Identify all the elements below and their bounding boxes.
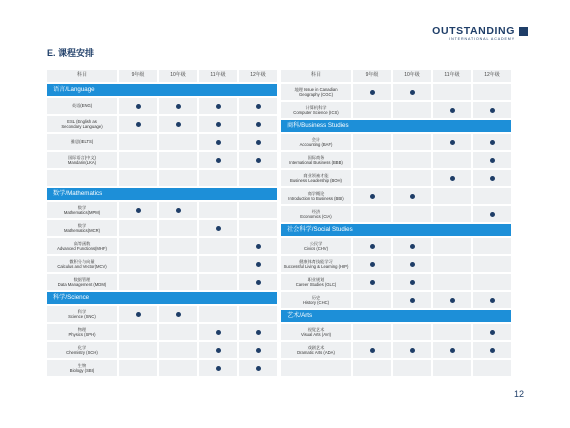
grade-cell — [473, 102, 511, 118]
grade-cell — [353, 84, 391, 100]
grade-cell — [119, 98, 157, 114]
grade-cell — [159, 116, 197, 132]
grade-cell — [159, 306, 197, 322]
grade-cell — [393, 256, 431, 272]
course-row — [281, 134, 511, 150]
offered-dot-icon — [490, 348, 495, 353]
offered-dot-icon — [216, 226, 221, 231]
offered-dot-icon — [410, 90, 415, 95]
grade-cell — [199, 238, 237, 254]
grade-cell — [433, 342, 471, 358]
grade-cell — [473, 170, 511, 186]
offered-dot-icon — [370, 90, 375, 95]
offered-dot-icon — [256, 122, 261, 127]
offered-dot-icon — [256, 158, 261, 163]
course-name: 历史 History (CHC) — [281, 292, 351, 308]
header-grade: 9年级 — [353, 70, 391, 82]
grade-cell — [393, 134, 431, 150]
offered-dot-icon — [216, 348, 221, 353]
grade-cell — [239, 170, 277, 186]
course-name — [47, 170, 117, 186]
offered-dot-icon — [216, 158, 221, 163]
grade-cell — [473, 274, 511, 290]
grade-cell — [433, 206, 471, 222]
grade-cell — [119, 256, 157, 272]
offered-dot-icon — [410, 298, 415, 303]
grade-cell — [353, 360, 391, 376]
grade-cell — [239, 152, 277, 168]
category-row — [47, 188, 277, 200]
grade-cell — [433, 134, 471, 150]
course-row — [47, 324, 277, 340]
header-grade: 9年级 — [119, 70, 157, 82]
offered-dot-icon — [256, 330, 261, 335]
grade-cell — [353, 170, 391, 186]
grade-cell — [353, 206, 391, 222]
offered-dot-icon — [410, 280, 415, 285]
course-row — [47, 134, 277, 150]
grade-cell — [393, 206, 431, 222]
offered-dot-icon — [490, 158, 495, 163]
course-name: 微积分与向量 Calculus and Vector(MCV) — [47, 256, 117, 272]
course-name: 国际商务 International Business (BBB) — [281, 152, 351, 168]
offered-dot-icon — [450, 108, 455, 113]
grade-cell — [159, 360, 197, 376]
grade-cell — [473, 256, 511, 272]
grade-cell — [353, 102, 391, 118]
grade-cell — [239, 202, 277, 218]
offered-dot-icon — [370, 244, 375, 249]
grade-cell — [119, 274, 157, 290]
grade-cell — [239, 220, 277, 236]
grade-cell — [119, 170, 157, 186]
offered-dot-icon — [450, 140, 455, 145]
grade-cell — [239, 274, 277, 290]
grade-cell — [239, 342, 277, 358]
brand-square-icon — [519, 27, 528, 36]
section-title: E. 课程安排 — [47, 48, 95, 58]
grade-cell — [199, 134, 237, 150]
course-name: 健康体育技能学习 Successful Living & Learning (HIP) — [281, 256, 351, 272]
grade-cell — [159, 220, 197, 236]
course-row — [47, 152, 277, 168]
left-course-table — [47, 70, 277, 376]
header-grade: 11年级 — [199, 70, 237, 82]
grade-cell — [433, 102, 471, 118]
offered-dot-icon — [216, 104, 221, 109]
course-row — [281, 206, 511, 222]
grade-cell — [159, 98, 197, 114]
grade-cell — [239, 134, 277, 150]
course-row — [47, 306, 277, 322]
course-name: 数学 Mathematics(MCR) — [47, 220, 117, 236]
course-row — [47, 170, 277, 186]
grade-cell — [433, 360, 471, 376]
grade-cell — [353, 342, 391, 358]
grade-cell — [393, 324, 431, 340]
offered-dot-icon — [136, 104, 141, 109]
grade-cell — [119, 202, 157, 218]
grade-cell — [473, 324, 511, 340]
course-row — [281, 324, 511, 340]
offered-dot-icon — [256, 104, 261, 109]
offered-dot-icon — [450, 298, 455, 303]
offered-dot-icon — [256, 348, 261, 353]
grade-cell — [119, 220, 157, 236]
grade-cell — [239, 306, 277, 322]
course-row — [47, 256, 277, 272]
offered-dot-icon — [136, 122, 141, 127]
grade-cell — [433, 274, 471, 290]
grade-cell — [199, 306, 237, 322]
page-number: 12 — [513, 389, 524, 399]
grade-cell — [353, 152, 391, 168]
right-course-table — [281, 70, 511, 376]
grade-cell — [393, 238, 431, 254]
course-name: 高等函数 Advanced Functions(MHF) — [47, 238, 117, 254]
course-name: 公民学 Civics (CHV) — [281, 238, 351, 254]
grade-cell — [239, 98, 277, 114]
grade-cell — [353, 324, 391, 340]
offered-dot-icon — [410, 244, 415, 249]
category-label: 商科/Business Studies — [281, 120, 511, 132]
category-label: 数学/Mathematics — [47, 188, 277, 200]
grade-cell — [353, 256, 391, 272]
course-name: 物理 Physics (SPH) — [47, 324, 117, 340]
course-row — [281, 342, 511, 358]
offered-dot-icon — [256, 280, 261, 285]
grade-cell — [433, 188, 471, 204]
grade-cell — [159, 170, 197, 186]
offered-dot-icon — [176, 312, 181, 317]
category-label: 科学/Science — [47, 292, 277, 304]
offered-dot-icon — [490, 108, 495, 113]
grade-cell — [239, 324, 277, 340]
offered-dot-icon — [370, 348, 375, 353]
offered-dot-icon — [136, 208, 141, 213]
header-subject: 科目 — [281, 70, 351, 82]
course-name: 地理 Issue in Canadian Geography (CGC) — [281, 84, 351, 100]
course-row — [47, 116, 277, 132]
course-name: ESL (English as Secondary Language) — [47, 116, 117, 132]
offered-dot-icon — [490, 212, 495, 217]
grade-cell — [473, 188, 511, 204]
course-name: 数学 Mathematics(MPM) — [47, 202, 117, 218]
grade-cell — [433, 152, 471, 168]
grade-cell — [159, 152, 197, 168]
grade-cell — [199, 274, 237, 290]
course-row — [47, 274, 277, 290]
offered-dot-icon — [450, 176, 455, 181]
offered-dot-icon — [176, 122, 181, 127]
course-row — [281, 152, 511, 168]
grade-cell — [119, 360, 157, 376]
grade-cell — [199, 342, 237, 358]
brand-subtitle: INTERNATIONAL ACADEMY — [449, 37, 515, 41]
grade-cell — [473, 84, 511, 100]
grade-cell — [159, 324, 197, 340]
table-header-row — [47, 70, 277, 82]
grade-cell — [433, 84, 471, 100]
course-name: 化学 Chemistry (SCH) — [47, 342, 117, 358]
grade-cell — [119, 238, 157, 254]
grade-cell — [239, 256, 277, 272]
offered-dot-icon — [216, 122, 221, 127]
grade-cell — [473, 134, 511, 150]
grade-cell — [433, 238, 471, 254]
offered-dot-icon — [176, 208, 181, 213]
offered-dot-icon — [490, 330, 495, 335]
category-row — [281, 310, 511, 322]
grade-cell — [473, 360, 511, 376]
course-row — [281, 292, 511, 308]
grade-cell — [393, 170, 431, 186]
course-name: 职业规划 Career Studies (GLC) — [281, 274, 351, 290]
offered-dot-icon — [490, 298, 495, 303]
grade-cell — [239, 116, 277, 132]
grade-cell — [393, 274, 431, 290]
grade-cell — [353, 274, 391, 290]
course-row — [281, 188, 511, 204]
offered-dot-icon — [256, 244, 261, 249]
course-name: 生物 Biology (SBI) — [47, 360, 117, 376]
grade-cell — [473, 342, 511, 358]
header-grade: 10年级 — [159, 70, 197, 82]
offered-dot-icon — [410, 194, 415, 199]
category-label: 语言/Language — [47, 84, 277, 96]
course-row — [281, 360, 511, 376]
category-label: 艺术/Arts — [281, 310, 511, 322]
grade-cell — [239, 238, 277, 254]
course-name: 视觉艺术 Visual Arts (AVI) — [281, 324, 351, 340]
category-row — [281, 224, 511, 236]
offered-dot-icon — [256, 262, 261, 267]
course-row — [281, 102, 511, 118]
brand-logo — [432, 26, 528, 42]
header-grade: 11年级 — [433, 70, 471, 82]
grade-cell — [199, 116, 237, 132]
course-name: 英语(ENG) — [47, 98, 117, 114]
offered-dot-icon — [410, 348, 415, 353]
grade-cell — [119, 342, 157, 358]
grade-cell — [199, 202, 237, 218]
grade-cell — [353, 292, 391, 308]
course-row — [281, 170, 511, 186]
grade-cell — [159, 202, 197, 218]
grade-cell — [199, 170, 237, 186]
grade-cell — [473, 292, 511, 308]
category-row — [281, 120, 511, 132]
header-subject: 科目 — [47, 70, 117, 82]
grade-cell — [433, 170, 471, 186]
offered-dot-icon — [216, 140, 221, 145]
grade-cell — [473, 152, 511, 168]
grade-cell — [353, 134, 391, 150]
course-row — [47, 342, 277, 358]
grade-cell — [473, 206, 511, 222]
grade-cell — [199, 256, 237, 272]
grade-cell — [393, 188, 431, 204]
grade-cell — [119, 324, 157, 340]
course-name: 数据管理 Data Management (MDM) — [47, 274, 117, 290]
course-row — [281, 256, 511, 272]
course-row — [47, 360, 277, 376]
course-row — [47, 98, 277, 114]
grade-cell — [353, 188, 391, 204]
offered-dot-icon — [490, 140, 495, 145]
course-row — [281, 238, 511, 254]
grade-cell — [159, 274, 197, 290]
course-name: 商业领袖才能 Business Leadership (BOH) — [281, 170, 351, 186]
grade-cell — [119, 306, 157, 322]
grade-cell — [199, 360, 237, 376]
course-name: 计算机科学 Computer Science (ICS) — [281, 102, 351, 118]
course-name — [281, 360, 351, 376]
header-grade: 12年级 — [239, 70, 277, 82]
grade-cell — [199, 220, 237, 236]
table-header-row — [281, 70, 511, 82]
category-label: 社会科学/Social Studies — [281, 224, 511, 236]
grade-cell — [473, 238, 511, 254]
category-row — [47, 292, 277, 304]
course-row — [47, 238, 277, 254]
offered-dot-icon — [216, 330, 221, 335]
grade-cell — [199, 152, 237, 168]
grade-cell — [119, 116, 157, 132]
offered-dot-icon — [410, 262, 415, 267]
grade-cell — [239, 360, 277, 376]
offered-dot-icon — [370, 280, 375, 285]
course-row — [47, 220, 277, 236]
grade-cell — [393, 152, 431, 168]
offered-dot-icon — [136, 312, 141, 317]
course-row — [281, 274, 511, 290]
header-grade: 10年级 — [393, 70, 431, 82]
header-grade: 12年级 — [473, 70, 511, 82]
course-name: 戏剧艺术 Dramatic Arts (ADA) — [281, 342, 351, 358]
grade-cell — [159, 256, 197, 272]
grade-cell — [159, 134, 197, 150]
brand-name: OUTSTANDING — [432, 25, 515, 37]
offered-dot-icon — [176, 104, 181, 109]
course-name: 会计 Accounting (BAF) — [281, 134, 351, 150]
grade-cell — [119, 152, 157, 168]
course-name: 商学概论 Introduction to Business (BBI) — [281, 188, 351, 204]
course-name: 科学 Science (SNC) — [47, 306, 117, 322]
grade-cell — [119, 134, 157, 150]
grade-cell — [199, 98, 237, 114]
offered-dot-icon — [490, 176, 495, 181]
offered-dot-icon — [256, 140, 261, 145]
grade-cell — [199, 324, 237, 340]
grade-cell — [433, 292, 471, 308]
course-row — [47, 202, 277, 218]
course-name: 国际语言(中文) Mandarin(LKA) — [47, 152, 117, 168]
grade-cell — [159, 238, 197, 254]
offered-dot-icon — [216, 366, 221, 371]
grade-cell — [393, 342, 431, 358]
offered-dot-icon — [370, 194, 375, 199]
offered-dot-icon — [256, 366, 261, 371]
grade-cell — [433, 256, 471, 272]
grade-cell — [393, 84, 431, 100]
grade-cell — [393, 360, 431, 376]
grade-cell — [433, 324, 471, 340]
offered-dot-icon — [450, 348, 455, 353]
offered-dot-icon — [370, 262, 375, 267]
course-row — [281, 84, 511, 100]
grade-cell — [393, 102, 431, 118]
grade-cell — [393, 292, 431, 308]
course-name: 雅思(IELTS) — [47, 134, 117, 150]
category-row — [47, 84, 277, 96]
course-name: 经济 Economics (CIA) — [281, 206, 351, 222]
grade-cell — [353, 238, 391, 254]
grade-cell — [159, 342, 197, 358]
